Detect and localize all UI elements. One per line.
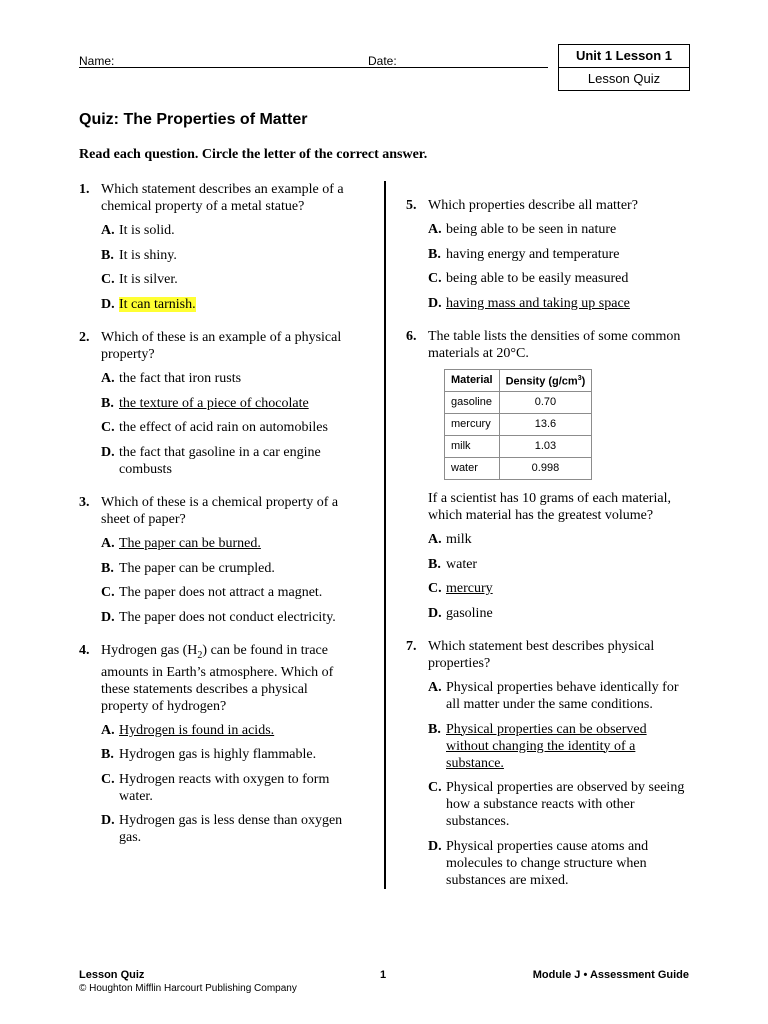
- option-letter: A.: [101, 371, 115, 386]
- option-b[interactable]: [101, 247, 349, 264]
- option-c[interactable]: [428, 779, 691, 830]
- option-letter: A.: [101, 722, 115, 738]
- question-number: 5.: [406, 198, 417, 213]
- option-d[interactable]: [101, 296, 349, 313]
- table-cell-density: 0.70: [499, 392, 592, 414]
- page-title: Quiz: The Properties of Matter: [79, 111, 308, 128]
- option-letter: D.: [101, 296, 115, 312]
- option-letter: B.: [101, 560, 114, 576]
- date-label: Date:: [368, 54, 397, 68]
- table-cell-density: 0.998: [499, 458, 592, 480]
- instructions: Read each question. Circle the letter of the correct answer.: [79, 147, 428, 162]
- option-text: Physical properties cause atoms and molecules to change structure when substances are mixed.: [446, 838, 649, 888]
- option-text-underlined: having mass and taking up space: [446, 295, 630, 311]
- option-b[interactable]: [428, 556, 691, 573]
- question-number: 4.: [79, 643, 90, 658]
- option-text: being able to be easily measured: [446, 271, 629, 286]
- option-letter: B.: [101, 247, 114, 263]
- option-letter: D.: [101, 609, 115, 625]
- option-text: having energy and temperature: [446, 246, 620, 262]
- option-c[interactable]: [428, 270, 691, 287]
- option-letter: A.: [101, 536, 115, 551]
- option-a[interactable]: [101, 722, 349, 739]
- option-text: milk: [446, 532, 472, 547]
- table-cell-material: water: [445, 458, 500, 480]
- option-text-underlined: mercury: [446, 581, 493, 596]
- option-c[interactable]: [101, 771, 349, 805]
- table-cell-material: milk: [445, 436, 500, 458]
- footer-module: Module J • Assessment Guide: [532, 969, 689, 981]
- option-c[interactable]: [101, 584, 349, 601]
- table-row: [445, 458, 592, 480]
- question-followup: If a scientist has 10 grams of each material, which material has the greatest volume?: [428, 491, 671, 523]
- option-text: Hydrogen reacts with oxygen to form water.: [119, 771, 330, 804]
- option-text: It is shiny.: [119, 247, 177, 263]
- question-stem: The table lists the densities of some common materials at 20°C.: [428, 329, 681, 361]
- option-letter: B.: [428, 721, 441, 737]
- option-letter: D.: [428, 605, 442, 621]
- table-row: [445, 436, 592, 458]
- option-d[interactable]: [101, 609, 349, 626]
- option-c[interactable]: [101, 419, 349, 436]
- option-d[interactable]: [428, 295, 691, 312]
- unit-lesson-box: [558, 44, 690, 91]
- question-stem: Which statement describes an example of a chemical property of a metal statue?: [101, 182, 344, 214]
- option-b[interactable]: [101, 560, 349, 577]
- option-text: Hydrogen gas is highly flammable.: [119, 747, 317, 763]
- option-text: It is silver.: [119, 272, 178, 287]
- option-text: the effect of acid rain on automobiles: [119, 420, 328, 435]
- option-letter: B.: [101, 395, 114, 411]
- option-letter: D.: [101, 444, 115, 460]
- option-d[interactable]: [101, 444, 349, 478]
- footer-quiz-label: Lesson Quiz: [79, 969, 145, 981]
- option-letter: D.: [428, 295, 442, 311]
- option-a[interactable]: [101, 535, 349, 552]
- option-text: gasoline: [446, 605, 493, 621]
- option-letter: C.: [101, 771, 115, 787]
- option-text-underlined: Hydrogen is found in acids.: [119, 722, 275, 738]
- option-text: The paper can be crumpled.: [119, 560, 275, 576]
- question-stem: Which of these is a chemical property of a sheet of paper?: [101, 495, 339, 527]
- question-stem: Which statement best describes physical properties?: [428, 639, 655, 671]
- table-row: [445, 392, 592, 414]
- footer-page-number: 1: [380, 969, 387, 981]
- option-c[interactable]: [101, 271, 349, 288]
- option-letter: D.: [428, 838, 442, 854]
- option-letter: C.: [101, 420, 115, 435]
- option-a[interactable]: [428, 679, 691, 713]
- question-number: 2.: [79, 330, 90, 345]
- question-5: [406, 197, 691, 312]
- question-number: 1.: [79, 182, 90, 197]
- table-header-material: Material: [445, 370, 500, 392]
- density-table: [444, 369, 592, 480]
- option-text-underlined: The paper can be burned.: [119, 536, 261, 551]
- question-4: [79, 642, 349, 846]
- question-stem: Which properties describe all matter?: [428, 198, 638, 213]
- option-text: The paper does not attract a magnet.: [119, 585, 323, 600]
- option-c[interactable]: [428, 580, 691, 597]
- question-stem: Hydrogen gas $(H_2)$ can be found in trace amounts in Earth’s atmosphere. Which of these statements describes a physical property of hydrogen?: [101, 643, 334, 714]
- question-number: 7.: [406, 639, 417, 654]
- option-d[interactable]: [101, 812, 349, 846]
- option-d[interactable]: [428, 605, 691, 622]
- option-text: the fact that gasoline in a car engine combusts: [119, 444, 321, 477]
- option-text-underlined: the texture of a piece of chocolate: [119, 395, 309, 411]
- question-number: 6.: [406, 329, 417, 344]
- option-text: Physical properties are observed by seeing how a substance reacts with other substances.: [446, 780, 685, 829]
- option-letter: B.: [428, 246, 441, 262]
- option-letter: C.: [428, 271, 442, 286]
- option-letter: C.: [428, 780, 442, 795]
- column-divider: [384, 181, 386, 889]
- table-row: [445, 414, 592, 436]
- option-text: the fact that iron rusts: [119, 371, 242, 386]
- option-letter: C.: [428, 581, 442, 596]
- question-2: [79, 329, 349, 478]
- table-cell-material: gasoline: [445, 392, 500, 414]
- option-a[interactable]: [101, 222, 349, 239]
- option-d[interactable]: [428, 838, 691, 889]
- option-text: being able to be seen in nature: [446, 222, 617, 237]
- option-a[interactable]: [101, 370, 349, 387]
- unit-lesson-label: Unit 1 Lesson 1: [559, 45, 689, 68]
- option-text: Physical properties behave identically for all matter under the same conditions.: [446, 680, 679, 712]
- question-3: [79, 494, 349, 626]
- option-b[interactable]: [101, 395, 349, 412]
- name-date-underline: [79, 67, 548, 68]
- option-text: Hydrogen gas is less dense than oxygen gas.: [119, 813, 343, 846]
- question-1: [79, 181, 349, 313]
- question-stem: Which of these is an example of a physical property?: [101, 330, 342, 362]
- right-column: [406, 197, 691, 896]
- name-date-line: [79, 54, 548, 68]
- option-letter: C.: [101, 585, 115, 600]
- question-6: [406, 328, 691, 622]
- option-text-underlined: Physical properties can be observed without changing the identity of a substance.: [446, 721, 647, 771]
- table-cell-density: 13.6: [499, 414, 592, 436]
- option-a[interactable]: [428, 221, 691, 238]
- option-letter: A.: [428, 532, 442, 547]
- option-text: The paper does not conduct electricity.: [119, 609, 336, 625]
- option-letter: B.: [101, 747, 114, 763]
- option-letter: D.: [101, 813, 115, 829]
- option-letter: B.: [428, 556, 441, 572]
- quiz-type-label: Lesson Quiz: [587, 71, 661, 86]
- option-text-highlighted: It can tarnish.: [119, 296, 196, 312]
- footer-copyright: © Houghton Mifflin Harcourt Publishing Company: [79, 983, 297, 994]
- table-cell-material: mercury: [445, 414, 500, 436]
- option-letter: A.: [101, 223, 115, 238]
- option-a[interactable]: [428, 531, 691, 548]
- question-number: 3.: [79, 495, 90, 510]
- table-header-density: Density $(g/cm^3)$: [499, 370, 592, 392]
- option-letter: A.: [428, 222, 442, 237]
- option-letter: A.: [428, 680, 442, 695]
- option-letter: C.: [101, 272, 115, 287]
- option-b[interactable]: [428, 721, 691, 772]
- option-b[interactable]: [101, 746, 349, 763]
- left-column: [79, 181, 349, 854]
- name-label: Name:: [79, 54, 115, 68]
- question-7: [406, 638, 691, 889]
- option-text: water: [446, 556, 478, 572]
- option-text: It is solid.: [119, 223, 175, 238]
- option-b[interactable]: [428, 246, 691, 263]
- table-cell-density: 1.03: [499, 436, 592, 458]
